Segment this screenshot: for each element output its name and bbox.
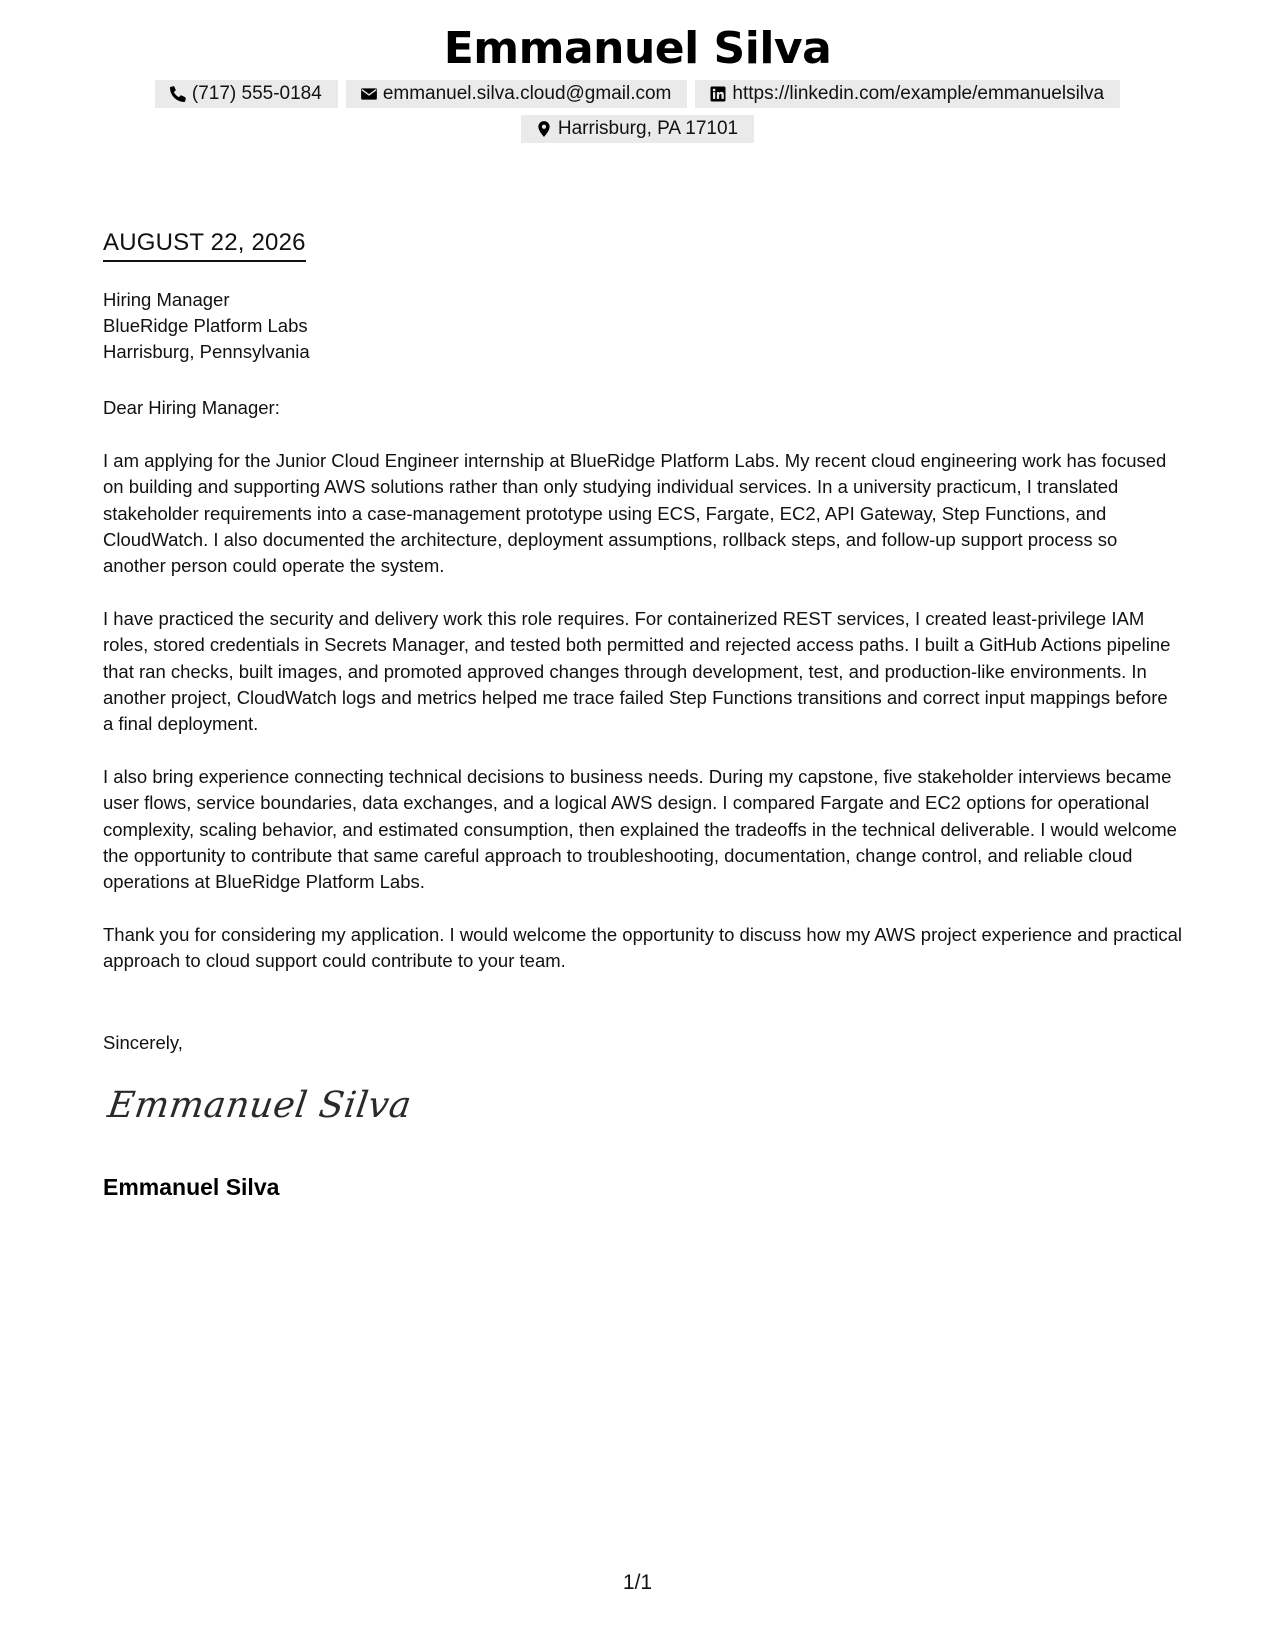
salutation: Dear Hiring Manager: [103, 397, 280, 418]
recipient-location: Harrisburg, Pennsylvania [103, 341, 310, 362]
location-chip [521, 115, 754, 143]
phone-chip [155, 80, 338, 108]
map-marker-icon [535, 120, 553, 138]
applicant-name-heading: Emmanuel Silva [443, 23, 832, 74]
recipient-company: BlueRidge Platform Labs [103, 315, 308, 336]
letter-date: AUGUST 22, 2026 [103, 228, 306, 262]
body-paragraph-2: I have practiced the security and delivery work this role requires. For containerized REST services, I created least-privilege IAM roles, stored credentials in Secrets Manager, and tested both permitted and rejected access paths. I built a GitHub Actions pipeline that ran checks, built images, and promoted approved changes through development, test, and production-like environments. In another project, CloudWatch logs and metrics helped me trace failed Step Functions transitions and correct input mappings before a final deployment. [103, 608, 1171, 735]
body-paragraph-1: I am applying for the Junior Cloud Engineer internship at BlueRidge Platform Labs. My recent cloud engineering work has focused on building and supporting AWS solutions rather than only studying individual services. In a university practicum, I translated stakeholder requirements into a case-management prototype using ECS, Fargate, EC2, API Gateway, Step Functions, and CloudWatch. I also documented the architecture, deployment assumptions, rollback steps, and follow-up support process so another person could operate the system. [103, 450, 1167, 577]
linkedin-chip [695, 80, 1120, 108]
signed-name: Emmanuel Silva [103, 1174, 280, 1200]
phone-text: (717) 555-0184 [191, 83, 322, 104]
linkedin-text: https://linkedin.com/example/emmanuelsilva [732, 83, 1105, 104]
closing: Sincerely, [103, 1032, 183, 1053]
phone-icon [169, 85, 187, 103]
body-paragraph-4: Thank you for considering my application. I would welcome the opportunity to discuss how my AWS project experience and practical approach to cloud support could contribute to your team. [103, 924, 1183, 972]
page-number: 1/1 [622, 1571, 653, 1594]
body-paragraph-3: I also bring experience connecting technical decisions to business needs. During my capstone, five stakeholder interviews became user flows, service boundaries, data exchanges, and a logical AWS design. I compared Fargate and EC2 options for operational complexity, scaling behavior, and estimated consumption, then explained the tradeoffs in the technical deliverable. I would welcome the opportunity to contribute that same careful approach to troubleshooting, documentation, change control, and reliable cloud operations at BlueRidge Platform Labs. [103, 766, 1177, 893]
recipient-block [103, 287, 310, 365]
email-chip [346, 80, 688, 108]
envelope-icon [360, 85, 378, 103]
linkedin-icon [709, 85, 727, 103]
contact-row-secondary [0, 115, 1275, 143]
contact-row-primary [0, 80, 1275, 108]
location-text: Harrisburg, PA 17101 [557, 118, 739, 139]
handwritten-signature: Emmanuel Silva [105, 1085, 415, 1126]
email-text: emmanuel.silva.cloud@gmail.com [382, 83, 672, 104]
recipient-title: Hiring Manager [103, 289, 230, 310]
